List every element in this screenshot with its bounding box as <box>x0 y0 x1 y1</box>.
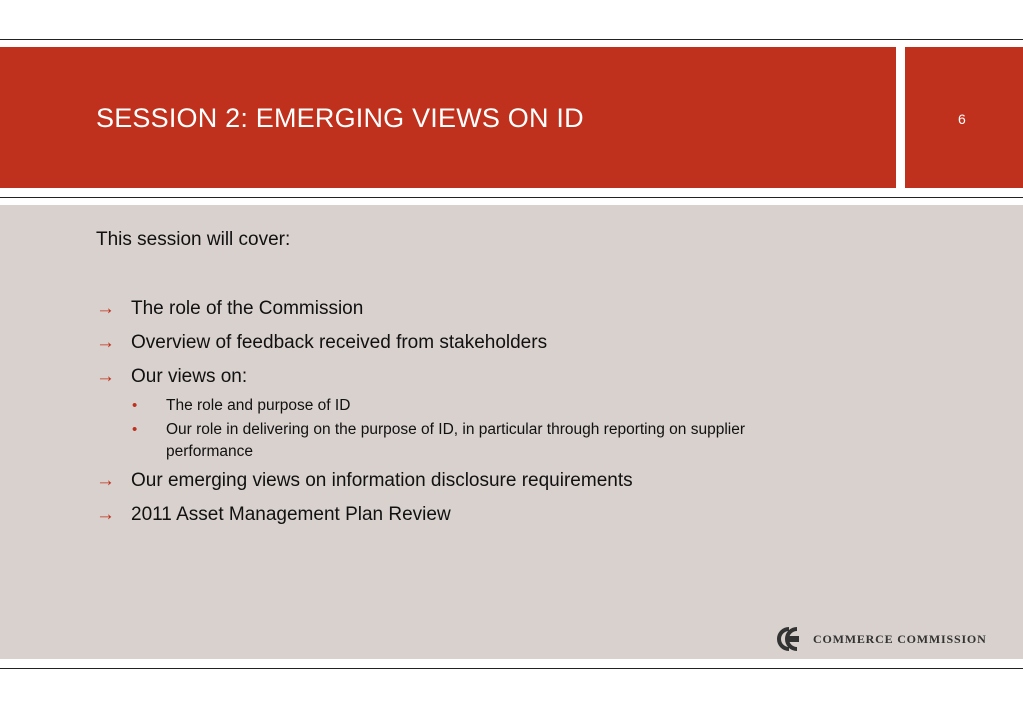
list-item <box>96 297 856 321</box>
topic-list <box>96 297 856 537</box>
bullet-icon: • <box>132 397 138 414</box>
intro-text: This session will cover: <box>96 229 291 250</box>
page-number: 6 <box>958 111 966 127</box>
list-item <box>96 503 856 527</box>
top-rule <box>0 39 1023 40</box>
sub-list-item-text: Our role in delivering on the purpose of ID, in particular through reporting on supplier performance <box>166 421 745 460</box>
sub-list-item <box>132 395 856 417</box>
list-item-text: 2011 Asset Management Plan Review <box>131 504 451 525</box>
banner-divider <box>896 47 905 188</box>
footer-rule <box>0 668 1023 669</box>
list-item <box>96 331 856 355</box>
arrow-icon: → <box>96 470 115 491</box>
slide-title: SESSION 2: EMERGING VIEWS ON ID <box>96 103 584 133</box>
commerce-commission-logo <box>775 626 987 652</box>
list-item-text: Overview of feedback received from stakeholders <box>131 332 548 353</box>
list-item-text: The role of the Commission <box>131 298 364 319</box>
list-item-text: Our emerging views on information disclosure requirements <box>131 470 633 491</box>
sub-list-item-text: The role and purpose of ID <box>166 397 351 414</box>
bullet-icon: • <box>132 421 138 438</box>
commerce-commission-logo-icon <box>775 626 809 652</box>
list-item <box>96 365 856 389</box>
list-item-text: Our views on: <box>131 366 248 387</box>
sub-list-item <box>132 419 832 463</box>
logo-text: COMMERCE COMMISSION <box>813 631 987 646</box>
arrow-icon: → <box>96 366 115 387</box>
arrow-icon: → <box>96 504 115 525</box>
banner-bottom-rule <box>0 197 1023 198</box>
arrow-icon: → <box>96 298 115 319</box>
arrow-icon: → <box>96 332 115 353</box>
list-item <box>96 469 856 493</box>
